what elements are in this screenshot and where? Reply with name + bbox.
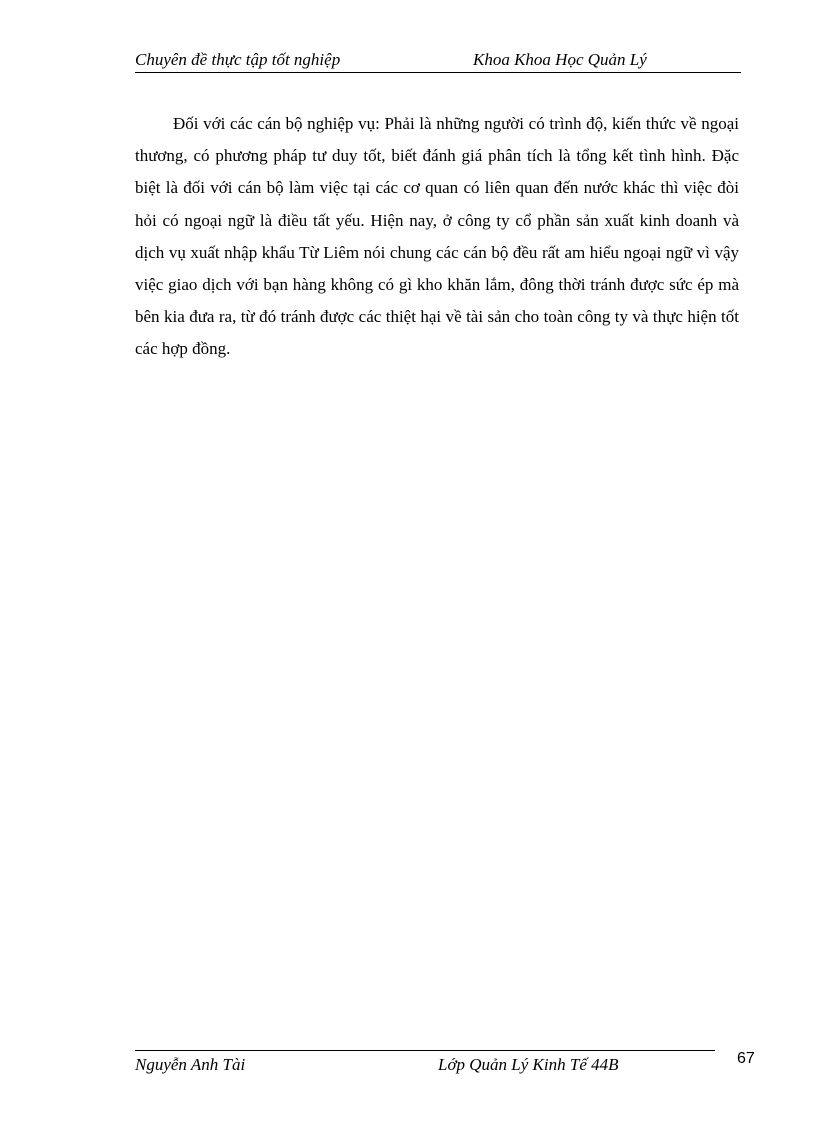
page-number: 67 bbox=[737, 1050, 755, 1067]
footer-author: Nguyễn Anh Tài bbox=[135, 1055, 246, 1074]
header-faculty: Khoa Khoa Học Quản Lý bbox=[473, 50, 647, 69]
header-title: Chuyên đề thực tập tốt nghiệp bbox=[135, 50, 341, 69]
footer-class: Lớp Quản Lý Kinh Tế 44B bbox=[438, 1055, 619, 1074]
page-header bbox=[135, 48, 741, 73]
footer-divider bbox=[135, 1050, 715, 1051]
body-paragraph: Đối với các cán bộ nghiệp vụ: Phải là những người có trình độ, kiến thức về ngoại thương, có phương pháp tư duy tốt, biết đánh giá phân tích là tổng kết tình hình. Đặc biệt là đối với cán bộ làm việc tại các cơ quan có liên quan đến nước khác thì việc đòi hỏi có ngoại ngữ là điều tất yếu. Hiện nay, ở công ty cổ phần sản xuất kinh doanh và dịch vụ xuất nhập khẩu Từ Liêm nói chung các cán bộ đều rất am hiểu ngoại ngữ vì vậy việc giao dịch với bạn hàng không có gì kho khăn lắm, đông thời tránh được sức ép mà bên kia đưa ra, từ đó tránh được các thiệt hại về tài sản cho toàn công ty và thực hiện tốt các hợp đồng. bbox=[135, 114, 739, 359]
